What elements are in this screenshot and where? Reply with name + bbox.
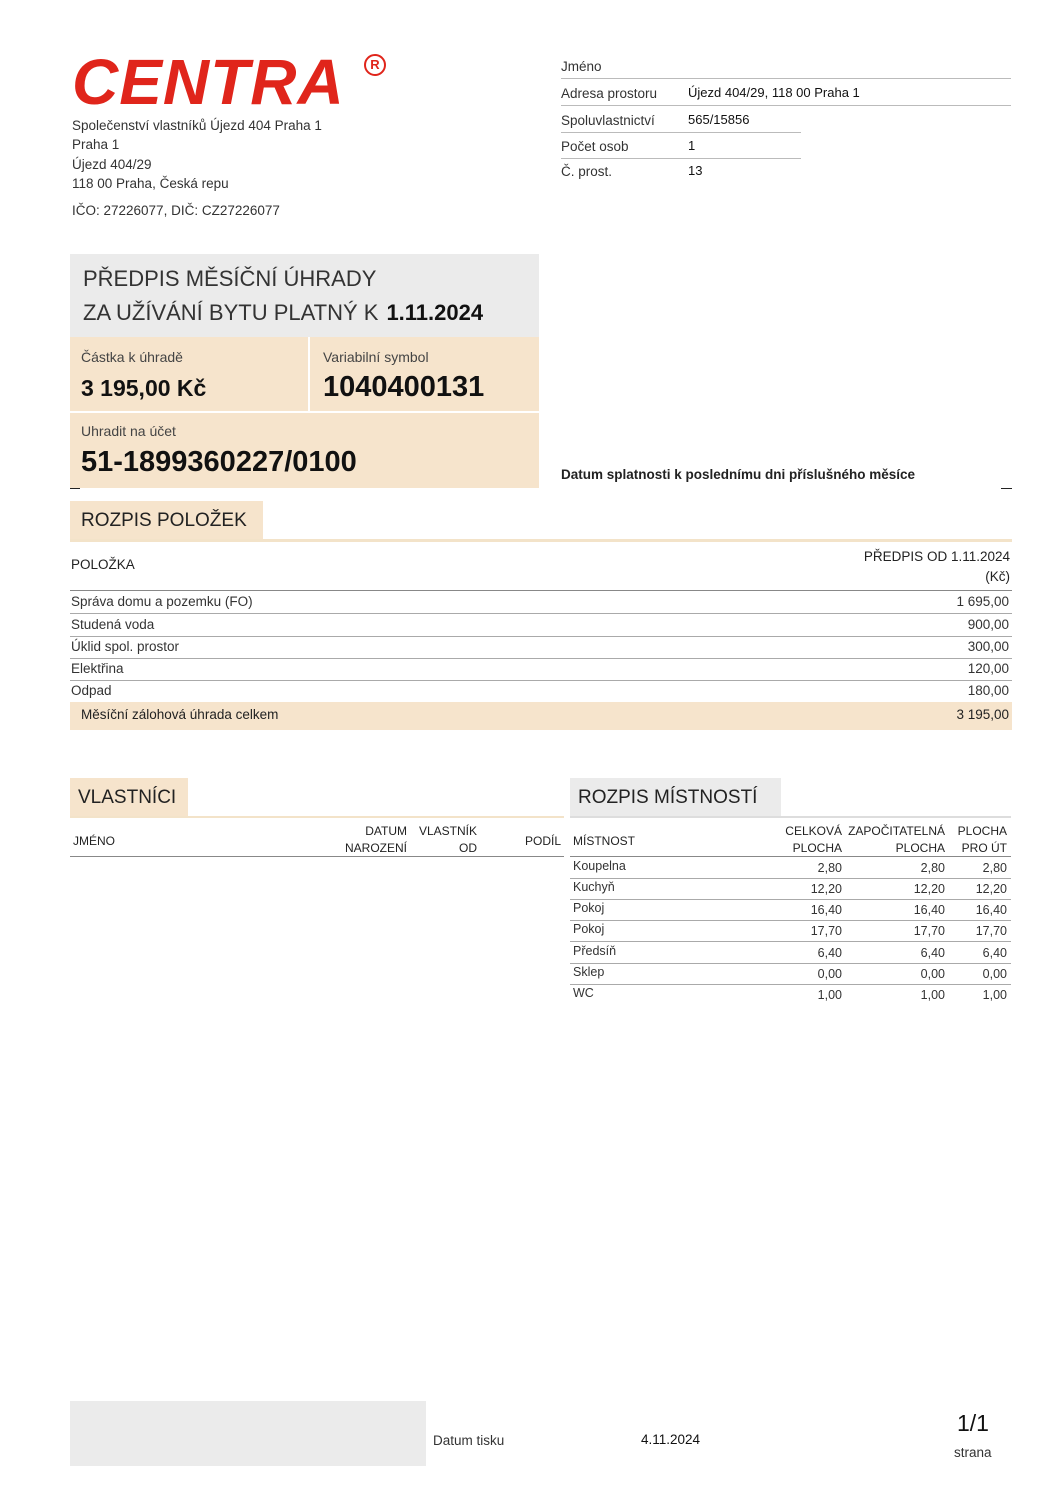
item-name: Správa domu a pozemku (FO)	[71, 594, 253, 609]
account-label: Uhradit na účet	[81, 423, 176, 439]
company-ids: IČO: 27226077, DIČ: CZ27226077	[72, 203, 280, 218]
room-ut: 1,00	[982, 988, 1007, 1002]
table-row	[570, 963, 1011, 985]
document-title-line2	[83, 300, 483, 326]
item-value: 1 695,00	[956, 594, 1009, 609]
table-row	[570, 920, 1011, 942]
company-logo: CENTRA	[72, 46, 345, 118]
room-total: 12,20	[810, 882, 842, 896]
room-counted: 17,70	[913, 924, 945, 938]
due-date-note: Datum splatnosti k poslednímu dni příslušného měsíce	[561, 467, 916, 482]
table-row	[570, 899, 1011, 921]
info-row-share	[561, 106, 801, 133]
col-room-ut	[958, 823, 1007, 857]
company-name: Společenství vlastníků Újezd 404 Praha 1	[72, 118, 322, 133]
payment-divider-horizontal	[70, 411, 539, 413]
info-label: Č. prost.	[561, 164, 613, 179]
col-item: POLOŽKA	[71, 557, 135, 572]
info-value: Újezd 404/29, 118 00 Praha 1	[688, 85, 860, 100]
item-value: 300,00	[967, 639, 1009, 654]
payment-divider-vertical	[308, 337, 310, 411]
room-counted: 1,00	[920, 988, 945, 1002]
info-label: Adresa prostoru	[561, 86, 658, 101]
room-ut: 16,40	[975, 903, 1007, 917]
col-owner-birth-l2: NAROZENÍ	[344, 841, 407, 855]
company-postal: 118 00 Praha, Česká repu	[72, 176, 229, 191]
title-text: ZA UŽÍVÁNÍ BYTU PLATNÝ K	[83, 300, 379, 325]
col-amount-l2: (Kč)	[985, 569, 1010, 584]
col-amount-l1: PŘEDPIS OD 1.11.2024	[863, 549, 1010, 564]
variable-symbol-value: 1040400131	[323, 371, 485, 403]
info-value: 13	[688, 163, 703, 178]
owners-header-divider	[70, 856, 564, 857]
room-counted: 0,00	[920, 967, 945, 981]
col-room-counted-l1: ZAPOČITATELNÁ	[848, 824, 945, 838]
item-name: Studená voda	[71, 617, 155, 632]
page-label: strana	[954, 1445, 992, 1460]
col-owner-since-l2: OD	[459, 841, 477, 855]
col-owner-share: PODÍL	[524, 834, 561, 848]
info-row-unit	[561, 157, 801, 183]
owners-section-header	[70, 778, 188, 816]
item-name: Úklid spol. prostor	[71, 639, 180, 654]
rooms-section-title: ROZPIS MÍSTNOSTÍ	[578, 787, 758, 808]
col-room-name: MÍSTNOST	[573, 834, 635, 848]
info-value: 565/15856	[688, 112, 750, 127]
col-room-total-l1: CELKOVÁ	[785, 824, 842, 838]
company-street: Újezd 404/29	[72, 157, 152, 172]
col-owner-birth	[345, 823, 407, 857]
room-ut: 12,20	[975, 882, 1007, 896]
account-value: 51-1899360227/0100	[81, 446, 357, 478]
table-row	[70, 591, 1012, 614]
item-value: 900,00	[967, 617, 1009, 632]
col-room-ut-l1: PLOCHA	[957, 824, 1007, 838]
room-total: 17,70	[810, 924, 842, 938]
table-row	[70, 680, 1012, 702]
info-value: 1	[688, 138, 696, 153]
table-row	[70, 614, 1012, 637]
items-header-line	[70, 539, 1012, 542]
room-name: Pokoj	[573, 901, 605, 915]
room-name: Předsíň	[573, 944, 617, 958]
table-row	[570, 942, 1011, 964]
room-counted: 6,40	[920, 946, 945, 960]
item-value: 180,00	[967, 683, 1009, 698]
amount-label: Částka k úhradě	[81, 349, 183, 365]
total-value: 3 195,00	[956, 707, 1009, 722]
company-city: Praha 1	[72, 137, 120, 152]
print-date-label: Datum tisku	[433, 1433, 505, 1448]
col-owner-since	[419, 823, 477, 857]
table-row	[570, 857, 1011, 879]
page-number: 1/1	[957, 1410, 989, 1436]
room-counted: 2,80	[920, 861, 945, 875]
document-title-line1: PŘEDPIS MĚSÍČNÍ ÚHRADY	[83, 266, 377, 291]
amount-value: 3 195,00 Kč	[81, 375, 207, 401]
room-ut: 2,80	[982, 861, 1007, 875]
col-owner-birth-l1: DATUM	[365, 824, 407, 838]
col-room-counted-l2: PLOCHA	[895, 841, 945, 855]
room-name: WC	[573, 986, 594, 1000]
mark-left	[70, 488, 80, 489]
item-name: Elektřina	[71, 661, 124, 676]
total-label: Měsíční zálohová úhrada celkem	[81, 707, 279, 722]
table-row	[70, 636, 1012, 659]
item-name: Odpad	[71, 683, 112, 698]
items-total-row	[70, 702, 1012, 730]
table-row	[570, 878, 1011, 900]
info-label: Jméno	[561, 59, 602, 74]
owners-section-title: VLASTNÍCI	[78, 787, 177, 808]
rooms-header-line	[570, 816, 1011, 818]
room-ut: 6,40	[982, 946, 1007, 960]
info-row-address	[561, 79, 1011, 106]
col-owner-since-l1: VLASTNÍK	[418, 824, 477, 838]
items-section-header	[70, 501, 263, 539]
mark-right	[1001, 488, 1012, 489]
col-room-total-l2: PLOCHA	[792, 841, 842, 855]
room-total: 16,40	[810, 903, 842, 917]
room-ut: 0,00	[982, 967, 1007, 981]
room-ut: 17,70	[975, 924, 1007, 938]
variable-symbol-label: Variabilní symbol	[323, 349, 429, 365]
items-section-title: ROZPIS POLOŽEK	[81, 510, 247, 531]
col-room-ut-l2: PRO ÚT	[961, 841, 1007, 855]
table-row	[70, 658, 1012, 681]
room-name: Koupelna	[573, 859, 626, 873]
info-row-persons	[561, 132, 801, 159]
room-counted: 12,20	[913, 882, 945, 896]
print-date-value: 4.11.2024	[641, 1432, 701, 1447]
registered-mark: R	[364, 54, 386, 76]
room-name: Sklep	[573, 965, 605, 979]
info-label: Počet osob	[561, 139, 629, 154]
valid-date: 1.11.2024	[386, 300, 484, 325]
room-total: 2,80	[817, 861, 842, 875]
info-label: Spoluvlastnictví	[561, 113, 655, 128]
room-name: Pokoj	[573, 922, 605, 936]
col-amount	[864, 547, 1010, 587]
col-room-counted	[848, 823, 945, 857]
info-row-name	[561, 52, 1011, 79]
col-room-total	[785, 823, 842, 857]
footer-box	[70, 1401, 426, 1466]
owners-header-line	[70, 816, 564, 818]
room-total: 6,40	[817, 946, 842, 960]
room-total: 0,00	[817, 967, 842, 981]
item-value: 120,00	[967, 661, 1009, 676]
room-total: 1,00	[817, 988, 842, 1002]
rooms-section-header	[570, 778, 781, 816]
room-counted: 16,40	[913, 903, 945, 917]
col-owner-name: JMÉNO	[73, 834, 115, 848]
room-name: Kuchyň	[573, 880, 615, 894]
table-row	[570, 984, 1011, 1005]
